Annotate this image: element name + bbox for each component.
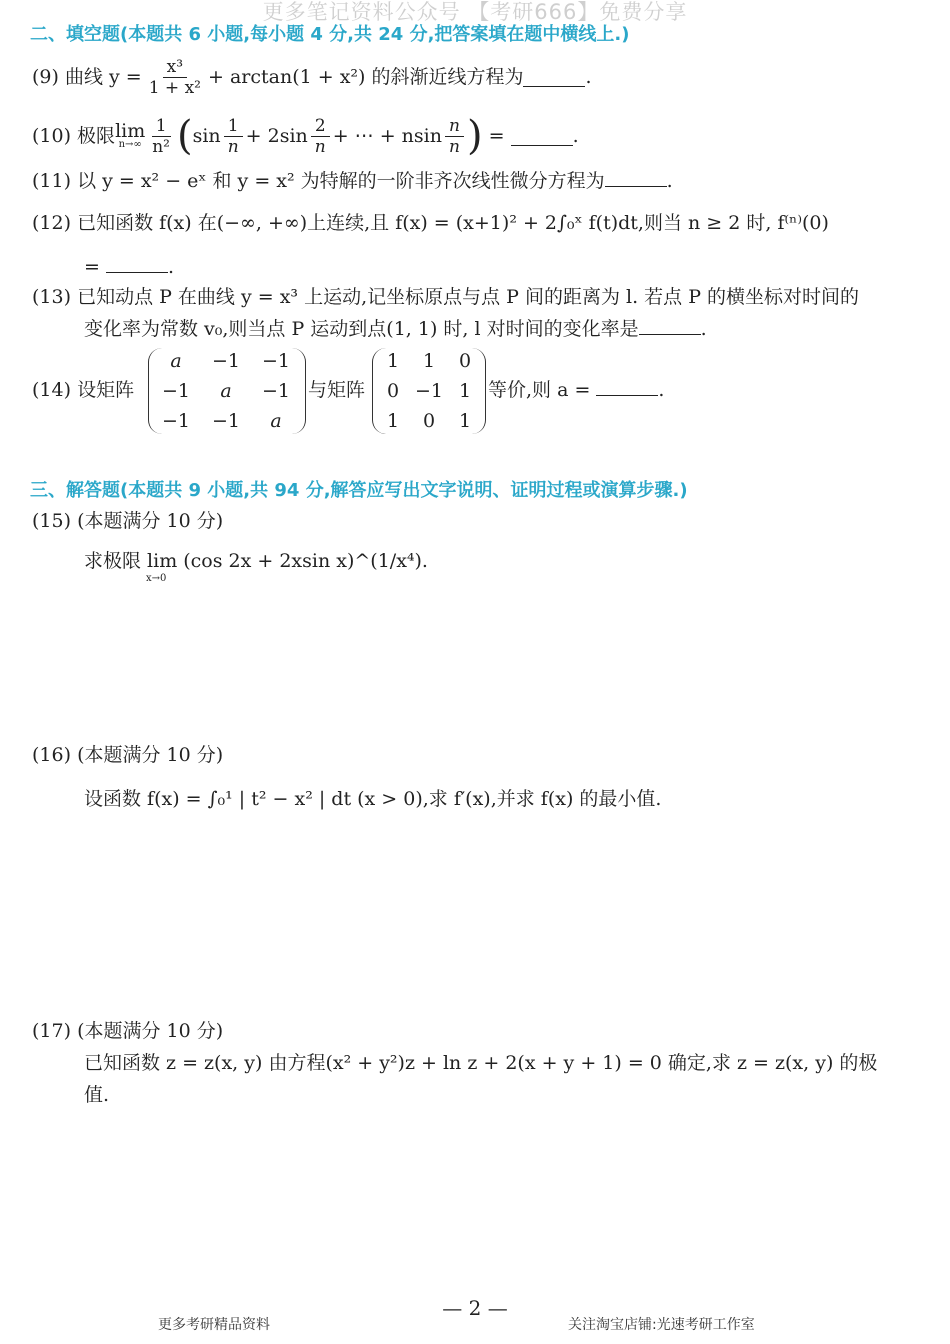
matrix-cell: −1 [261, 350, 290, 372]
matrix-b [372, 348, 486, 434]
fraction-numerator: 1 [152, 116, 171, 137]
question-15-header [32, 508, 223, 534]
term: + 2sin [245, 125, 308, 147]
fraction-numerator: x³ [163, 57, 187, 78]
matrix-cell: a [270, 410, 282, 432]
matrix-cell: 0 [458, 350, 472, 372]
matrix-cell: a [170, 350, 182, 372]
equals: = [84, 256, 100, 278]
question-9 [32, 54, 592, 100]
question-12 [32, 210, 829, 236]
question-number: (12) [32, 212, 72, 234]
question-number: (9) [32, 66, 59, 88]
answer-blank[interactable] [605, 168, 667, 187]
question-12-line2 [84, 254, 174, 280]
limit-label: lim [115, 120, 146, 142]
question-number: (14) [32, 379, 72, 401]
question-17-header [32, 1018, 223, 1044]
question-text: 设函数 f(x) = ∫₀¹ | t² − x² | dt (x > 0),求 f′(x),并求 f(x) 的最小值. [84, 788, 662, 810]
period: . [572, 125, 579, 147]
fraction-denominator: n [314, 136, 326, 157]
matrix-cell: 1 [386, 410, 400, 432]
fraction-numerator: 2 [311, 116, 330, 137]
question-score: (本题满分 10 分) [77, 510, 224, 532]
question-text: 已知动点 P 在曲线 y = x³ 上运动,记坐标原点与点 P 间的距离为 l. 若点 P 的横坐标对时间的 [77, 286, 860, 308]
question-13 [32, 284, 859, 310]
question-number: (16) [32, 744, 72, 766]
question-16-header [32, 742, 223, 768]
right-paren: ) [466, 113, 483, 159]
fraction [148, 116, 174, 157]
matrix-cell: −1 [161, 380, 190, 402]
page-number: — 2 — [442, 1296, 508, 1320]
matrix-cell: 0 [422, 410, 436, 432]
footer-right: 关注淘宝店铺:光速考研工作室 [568, 1317, 755, 1333]
answer-blank[interactable] [511, 127, 573, 146]
question-score: (本题满分 10 分) [77, 744, 224, 766]
fraction-denominator: n [448, 136, 460, 157]
fraction [445, 116, 464, 157]
period: . [658, 379, 665, 401]
question-14-suffix [488, 377, 664, 403]
question-text: 已知函数 f(x) 在(−∞, +∞)上连续,且 f(x) = (x+1)² + 2∫₀ˣ f(t)dt,则当 n ≥ 2 时, f⁽ⁿ⁾(0) [77, 212, 829, 234]
period: . [666, 170, 673, 192]
term: sin [192, 125, 221, 147]
question-text: 曲线 y = [64, 66, 142, 88]
equals: = [488, 125, 505, 147]
matrix-cell: 1 [422, 350, 436, 372]
fraction-denominator: 1 + x² [148, 77, 201, 98]
matrix-cell: −1 [414, 380, 443, 402]
question-text: 求极限 lim (cos 2x + 2xsin x)^(1/x⁴). [84, 550, 428, 572]
question-number: (15) [32, 510, 72, 532]
question-text: 以 y = x² − eˣ 和 y = x² 为特解的一阶非齐次线性微分方程为 [77, 170, 605, 192]
matrix-cell: 1 [386, 350, 400, 372]
limit-subscript: x→0 [146, 573, 167, 584]
answer-blank[interactable] [106, 254, 168, 273]
matrix-cell: 0 [386, 380, 400, 402]
footer-left: 更多考研精品资料 [158, 1317, 270, 1333]
question-number: (10) [32, 125, 72, 147]
fraction-denominator: n² [152, 136, 170, 157]
question-17-line1: 已知函数 z = z(x, y) 由方程(x² + y²)z + ln z + 2(x + y + 1) = 0 确定,求 z = z(x, y) 的极 [84, 1052, 878, 1074]
answer-blank[interactable] [639, 316, 701, 335]
fraction [224, 116, 243, 157]
question-text: 等价,则 a = [488, 379, 591, 401]
question-text: 设矩阵 [77, 379, 135, 401]
question-11 [32, 168, 673, 194]
question-text: 变化率为常数 v₀,则当点 P 运动到点(1, 1) 时, l 对时间的变化率是 [84, 318, 639, 340]
period: . [167, 256, 175, 278]
question-17-line2: 值. [84, 1084, 110, 1106]
question-score: (本题满分 10 分) [77, 1020, 224, 1042]
question-number: (11) [32, 170, 72, 192]
fraction-numerator: 1 [224, 116, 243, 137]
question-text: + arctan(1 + x²) 的斜渐近线方程为 [207, 66, 524, 88]
fraction-denominator: n [227, 136, 239, 157]
matrix-cell: 1 [458, 380, 472, 402]
matrix-cell: 1 [458, 410, 472, 432]
answer-blank[interactable] [596, 377, 658, 396]
matrix-cell: −1 [211, 410, 240, 432]
section-2-title: 二、填空题(本题共 6 小题,每小题 4 分,共 24 分,把答案填在题中横线上.) [30, 24, 630, 45]
question-15-body [84, 548, 428, 574]
matrix-a [148, 348, 306, 434]
matrix-cell: −1 [261, 380, 290, 402]
question-16-body [84, 786, 661, 812]
limit-subscript: n→∞ [118, 139, 142, 150]
question-14-mid: 与矩阵 [308, 379, 366, 401]
question-14-prefix [32, 377, 134, 403]
question-10: (10) 极限 lim n→∞ $\frac{1}{\text{n²}}$ ( sin $\frac{1}{n}$ + 2sin $\frac{2}{n}$ + ⋯ + nsin $\frac{n}{n}$ ) = . [32, 113, 579, 159]
fraction [311, 116, 330, 157]
term: + ⋯ + nsin [332, 125, 442, 147]
fraction-numerator: n [445, 116, 464, 137]
period: . [700, 318, 707, 340]
question-number: (17) [32, 1020, 72, 1042]
matrix-cell: −1 [211, 350, 240, 372]
period: . [585, 66, 592, 88]
section-3-title: 三、解答题(本题共 9 小题,共 94 分,解答应写出文字说明、证明过程或演算步骤.) [30, 480, 688, 501]
question-13-line2 [84, 316, 707, 342]
limit [115, 122, 145, 150]
question-number: (13) [32, 286, 72, 308]
left-paren: ( [177, 113, 193, 159]
matrix-cell: a [220, 380, 232, 402]
fraction [145, 57, 205, 98]
answer-blank[interactable] [523, 68, 585, 87]
matrix-cell: −1 [161, 410, 190, 432]
watermark: 更多笔记资料公众号 【考研666】免费分享 [262, 0, 688, 24]
